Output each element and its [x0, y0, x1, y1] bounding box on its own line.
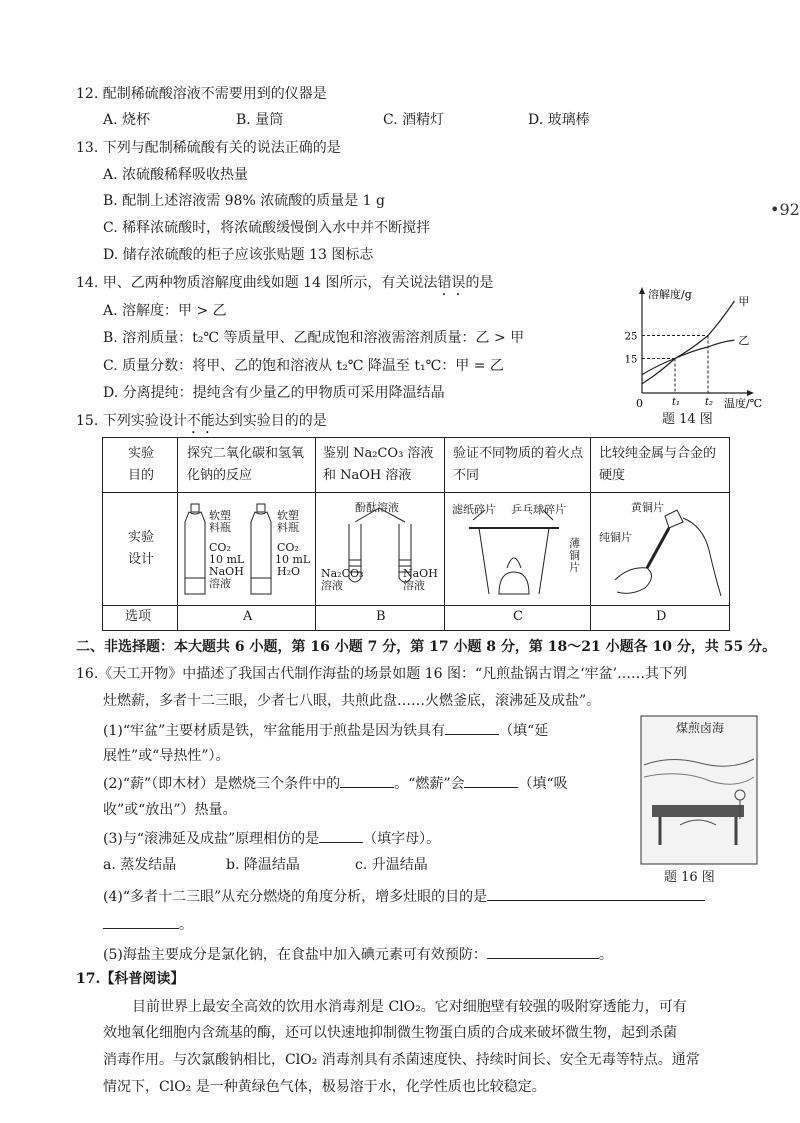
- q16-1-blank[interactable]: [445, 720, 499, 735]
- q16-3-option-a: a. 蒸发结晶: [103, 857, 177, 873]
- q16-2c: （填“吸: [518, 776, 568, 792]
- q16-part-4-cont: [103, 914, 193, 935]
- q13-option-c: C. 稀释浓硫酸时，将浓硫酸缓慢倒入水中并不断搅拌: [103, 220, 431, 236]
- design-b-naoh: NaOH溶液: [403, 567, 438, 592]
- q13-option-d: D. 储存浓硫酸的柜子应该张贴题 13 图标志: [103, 247, 374, 263]
- q16-part-3: [103, 828, 440, 849]
- purpose-b: 鉴别 Na₂CO₃ 溶液和 NaOH 溶液: [323, 446, 434, 483]
- q16-part-1: [103, 720, 548, 741]
- q16-2-blank-1[interactable]: [340, 773, 394, 788]
- q16-part-2d: 收”或“放出”）热量。: [103, 802, 237, 818]
- q15-stem-post: 达到实验目的的是: [214, 413, 327, 429]
- q16-1a: (1)“牢盆”主要材质是铁，牢盆能用于煎盐是因为铁具有: [103, 723, 446, 739]
- q12-option-c: C. 酒精灯: [383, 112, 445, 128]
- q17-heading: 17.【科普阅读】: [76, 971, 185, 987]
- q13-stem: 13. 下列与配制稀硫酸有关的说法正确的是: [76, 140, 341, 156]
- q12-option-b: B. 量筒: [236, 112, 284, 128]
- fig14-caption: 题 14 图: [662, 412, 713, 427]
- q16-3-blank[interactable]: [319, 828, 363, 843]
- choice-a: A: [243, 609, 253, 624]
- q12-option-a: A. 烧杯: [103, 112, 151, 128]
- q13-option-a: A. 浓硫酸稀释吸收热量: [103, 167, 249, 183]
- row-head-choice: 选项: [125, 609, 152, 624]
- x-axis-label: 温度/℃: [724, 397, 763, 410]
- q14-stem-emphasis: 错误: [437, 275, 466, 291]
- table-divider: [444, 438, 445, 630]
- design-c-pingpong: 乒乓球碎片: [511, 503, 566, 516]
- x-axis-arrow: [747, 390, 754, 396]
- design-d-brass: 黄铜片: [631, 501, 664, 514]
- q14-stem: [76, 273, 493, 299]
- chart-marks: [625, 295, 750, 408]
- q14-option-b: B. 溶剂质量：t₂℃ 等质量甲、乙配成饱和溶液需溶剂质量：乙 > 甲: [103, 330, 525, 346]
- q13-option-b: B. 配制上述溶液需 98% 浓硫酸的质量是 1 g: [103, 193, 385, 209]
- table-divider: [177, 438, 178, 630]
- q15-stem: [76, 411, 327, 437]
- series-label-1: 乙: [738, 334, 750, 348]
- y-axis-arrow: [639, 287, 645, 294]
- table-divider: [315, 438, 316, 630]
- purpose-d: 比较纯金属与合金的硬度: [599, 446, 717, 483]
- q16-1b: （填“延: [499, 723, 549, 739]
- q14-option-c: C. 质量分数：将甲、乙的饱和溶液从 t₂℃ 降温至 t₁℃：甲 = 乙: [103, 358, 504, 374]
- q15-stem-emphasis: 不能: [186, 413, 215, 429]
- q12-option-d: D. 玻璃棒: [528, 112, 590, 128]
- choice-b: B: [376, 609, 386, 624]
- design-b-phenol: 酚酞溶液: [355, 501, 399, 514]
- table-divider: [590, 438, 591, 630]
- q14-stem-pre: 14. 甲、乙两种物质溶解度曲线如题 14 图所示，有关说法: [76, 275, 438, 291]
- q16-line-2: 灶燃薪，多者十二三眼，少者七八眼，共煎此盘……火燃釜底，滚沸延及成盐”。: [103, 693, 601, 709]
- q16-5-blank[interactable]: [487, 944, 599, 959]
- design-d-copper: 纯铜片: [599, 531, 632, 544]
- design-a-co2-2: CO₂: [277, 541, 299, 554]
- q16-part-1c: 展性”或“导热性”）。: [103, 748, 230, 764]
- q16-3-option-b: b. 降温结晶: [226, 857, 300, 873]
- q15-table: [102, 437, 730, 631]
- solubility-chart: [624, 285, 790, 420]
- fig16-caption: 题 16 图: [664, 870, 715, 885]
- design-a-co2: CO₂: [209, 541, 231, 554]
- q16-part-2: [103, 773, 568, 794]
- q17-para-1: 目前世界上最安全高效的饮用水消毒剂是 ClO₂。它对细胞壁有较强的吸附穿透能力，可有: [132, 999, 687, 1015]
- q16-line-1: 16.《天工开物》中描述了我国古代制作海盐的场景如题 16 图：“凡煎盐锅古谓之‘牢盆’……其下列: [76, 666, 688, 682]
- q16-4-blank-1[interactable]: [487, 886, 705, 901]
- design-b-na2co3: Na₂CO₃溶液: [321, 567, 364, 592]
- design-a-naoh: NaOH溶液: [209, 565, 244, 590]
- section-2-heading: 二、非选择题：本大题共 6 小题，第 16 小题 7 分，第 17 小题 8 分，第 18～21 小题各 10 分，共 55 分。: [76, 639, 777, 655]
- margin-mark: •92: [770, 200, 800, 219]
- q16-3b: （填字母）。: [363, 831, 441, 847]
- q16-4-blank-2[interactable]: [103, 914, 179, 929]
- q16-4-end: 。: [179, 917, 193, 933]
- q16-part-5: [103, 944, 613, 965]
- q17-para-3: 消毒作用。与次氯酸钠相比，ClO₂ 消毒剂具有杀菌速度快、持续时间长、安全无毒等特点。通常: [103, 1052, 700, 1068]
- q17-para-2: 效地氧化细胞内含巯基的酶，还可以快速地抑制微生物蛋白质的合成来破坏微生物，起到杀菌: [103, 1025, 677, 1041]
- purpose-c: 验证不同物质的着火点不同: [453, 446, 584, 483]
- design-a-bottle-label: 软塑料瓶: [209, 509, 231, 534]
- y-axis-label: 溶解度/g: [648, 288, 692, 301]
- q16-part-4: [103, 886, 705, 907]
- row-head-purpose: 实验目的: [127, 446, 154, 483]
- q16-2-blank-2[interactable]: [464, 773, 518, 788]
- q12-stem: 12. 配制稀硫酸溶液不需要用到的仪器是: [76, 86, 327, 102]
- series-label-0: 甲: [738, 295, 750, 308]
- fig16-title: 煤煎卤海: [676, 721, 725, 735]
- choice-d: D: [656, 609, 667, 624]
- design-c-paper: 滤纸碎片: [452, 503, 496, 516]
- q15-stem-pre: 15. 下列实验设计: [76, 413, 187, 429]
- y-tick-label-1: 25: [624, 331, 638, 343]
- origin-label: 0: [636, 397, 643, 410]
- design-a-vol-2: 10 mL: [275, 553, 311, 566]
- q16-5a: (5)海盐主要成分是氯化钠，在食盐中加入碘元素可有效预防：: [103, 947, 487, 963]
- design-a-h2o: H₂O: [277, 565, 301, 578]
- q16-3a: (3)与“滚沸延及成盐”原理相仿的是: [103, 831, 320, 847]
- q17-para-4: 情况下，ClO₂ 是一种黄绿色气体，极易溶于水，化学性质也比较稳定。: [103, 1079, 546, 1095]
- q16-5-end: 。: [598, 947, 613, 963]
- q16-3-option-c: c. 升温结晶: [355, 857, 428, 873]
- q16-4a: (4)“多者十二三眼”从充分燃烧的角度分析，增多灶眼的目的是: [103, 889, 488, 905]
- q14-option-a: A. 溶解度：甲 > 乙: [103, 303, 227, 319]
- x-tick-label-0: t₁: [672, 397, 681, 408]
- q16-2b: 。“燃薪”会: [394, 776, 465, 792]
- purpose-a: 探究二氧化碳和氢氧化钠的反应: [187, 446, 305, 483]
- q14-stem-post: 的是: [465, 275, 494, 291]
- x-tick-label-1: t₂: [705, 397, 714, 408]
- row-head-design: 实验设计: [127, 530, 154, 567]
- choice-c: C: [513, 609, 523, 624]
- design-c-copper: 薄铜片: [569, 537, 580, 574]
- q14-option-d: D. 分离提纯：提纯含有少量乙的甲物质可采用降温结晶: [103, 385, 445, 401]
- design-a-bottle-label-2: 软塑料瓶: [277, 509, 299, 534]
- design-a-vol: 10 mL: [209, 553, 245, 566]
- q16-2a: (2)“薪”（即木材）是燃烧三个条件中的: [103, 776, 341, 792]
- y-tick-label-0: 15: [624, 354, 638, 366]
- series-line-1: [642, 340, 734, 375]
- table-divider: [103, 605, 729, 606]
- table-divider: [103, 492, 729, 493]
